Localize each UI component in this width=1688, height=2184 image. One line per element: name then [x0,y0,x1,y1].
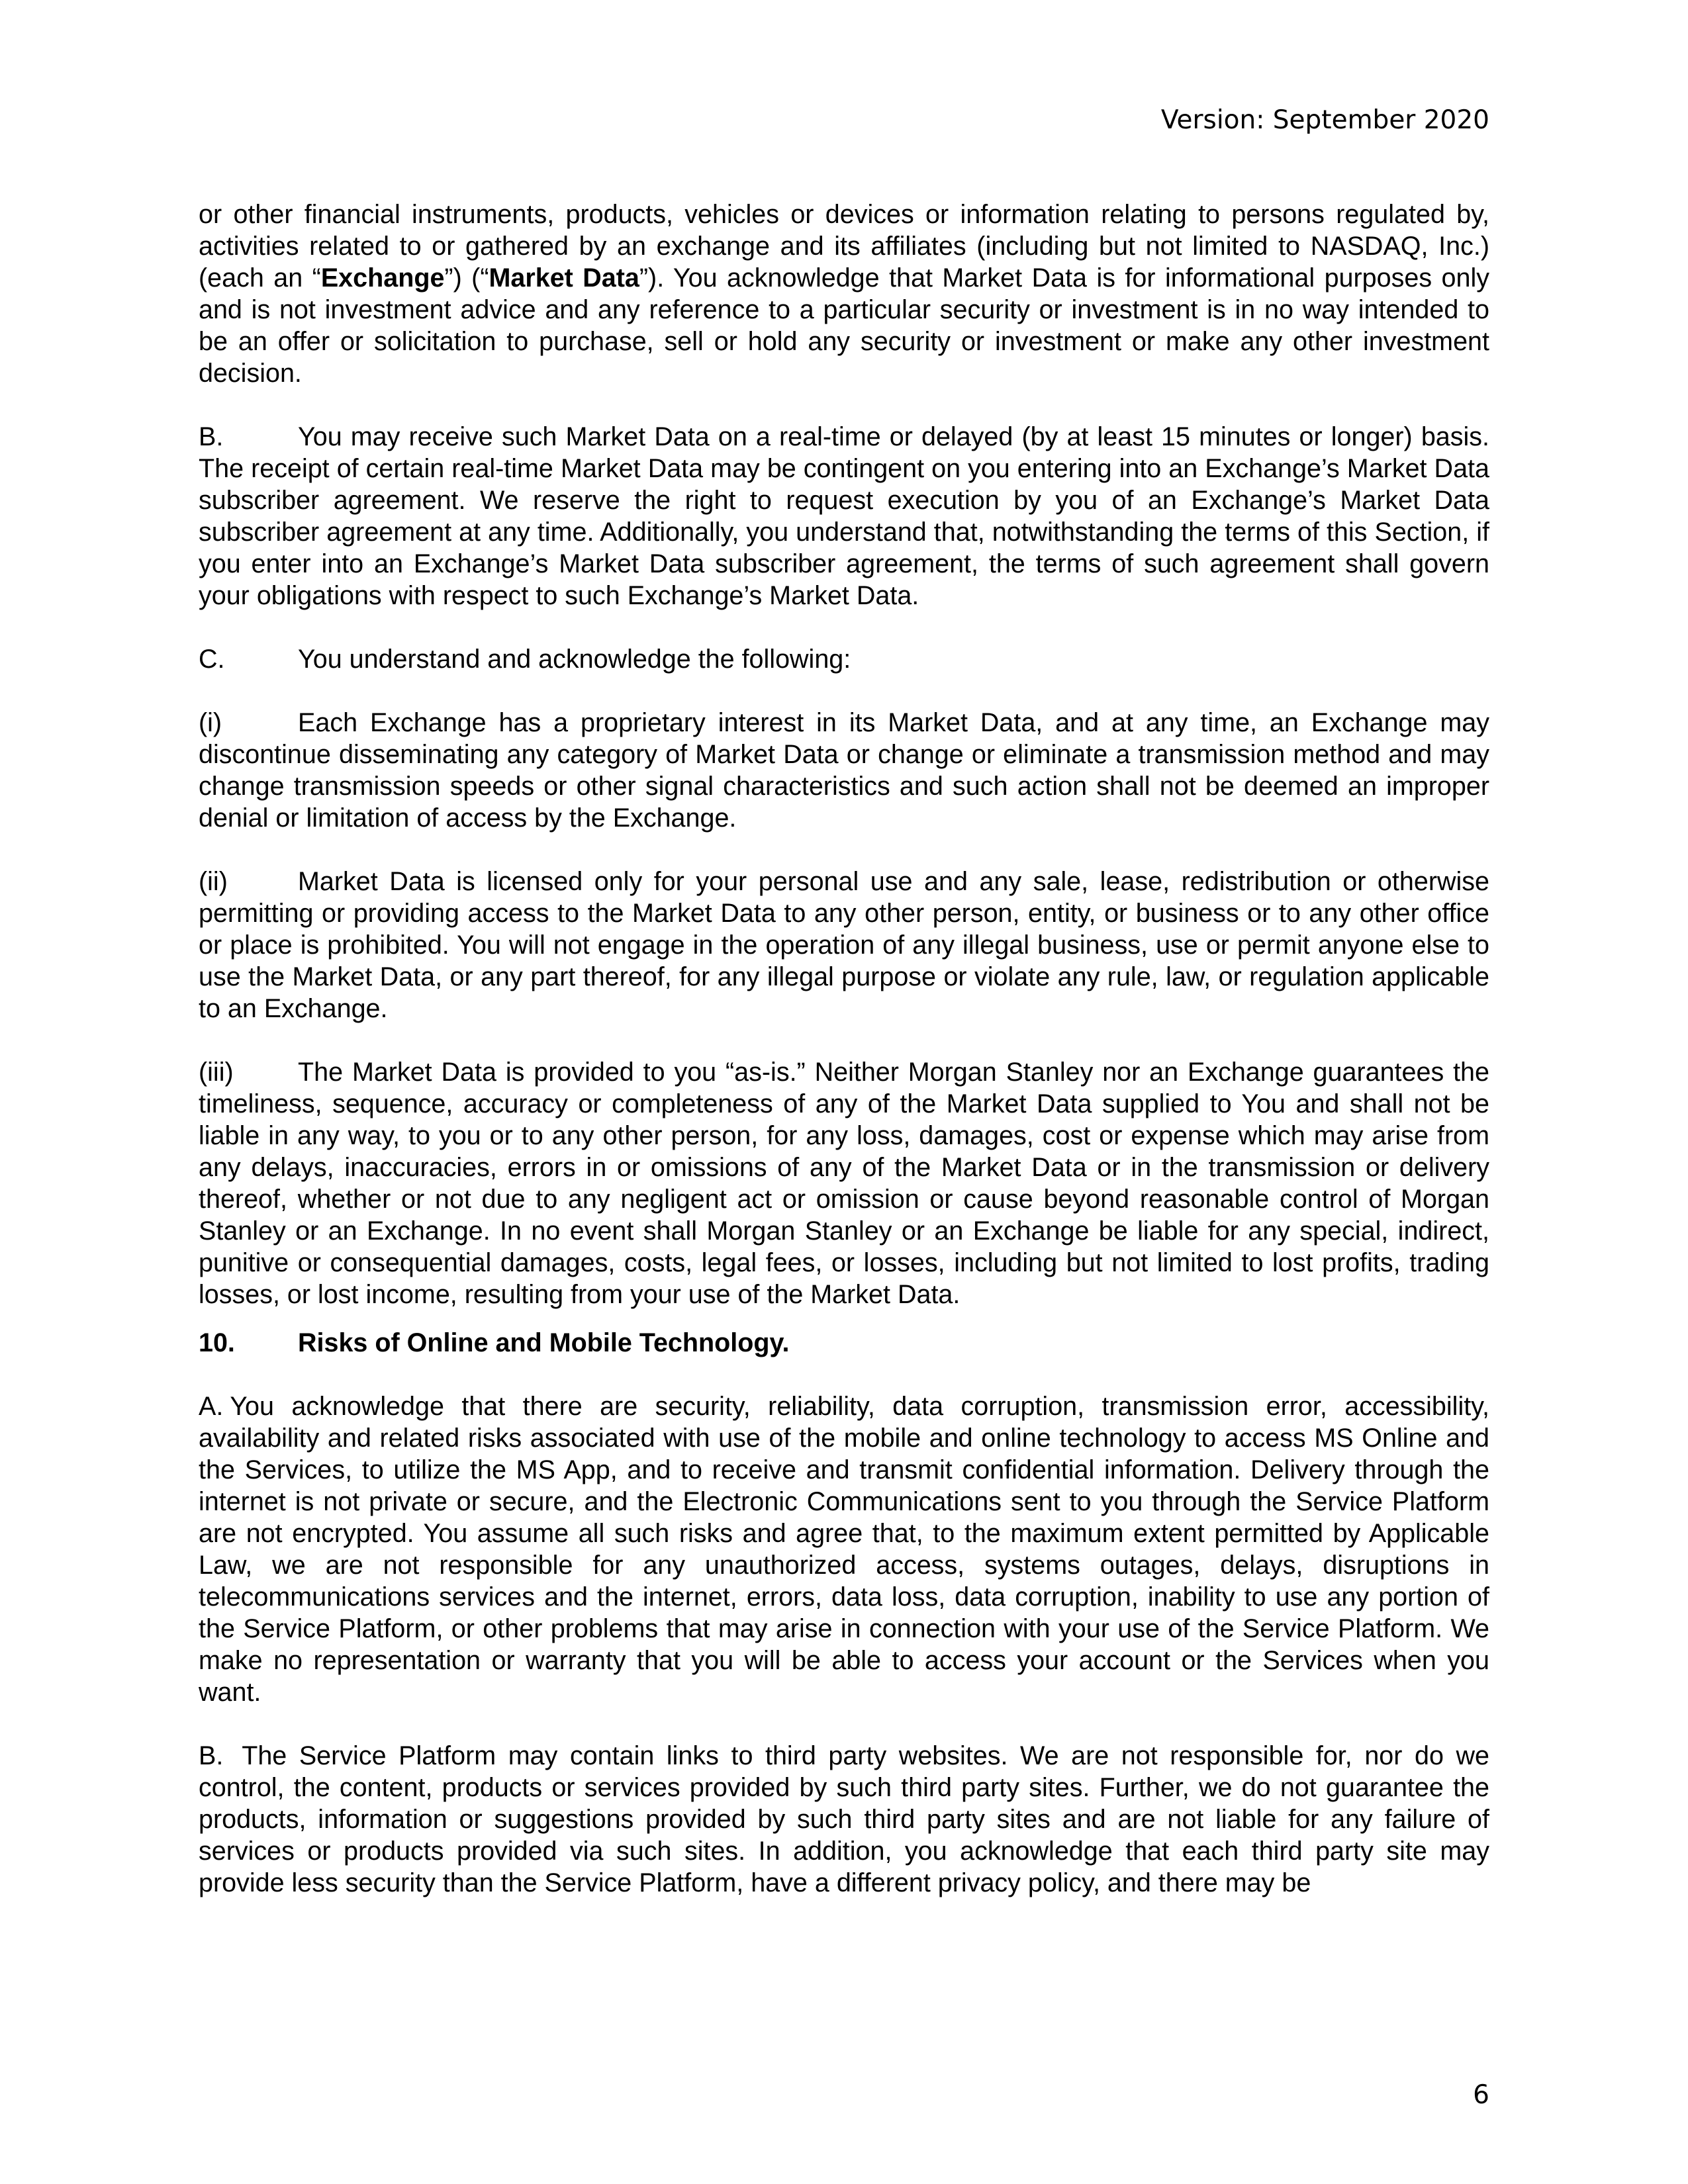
paragraph-label: (i) [199,708,222,737]
paragraph-text: The Service Platform may contain links to third party websites. We are not responsible for, nor do we control, the content, products or services provided by such third party sites. Further, we do not guarantee the products, information or suggestions provided by such third party sites and are not liable for any failure of services or products provided via such sites. In addition, you acknowledge that each third party site may provide less security than the Service Platform, have a different privacy policy, and there may be [199,1741,1489,1897]
paragraph-market-data-definition [199,199,1489,389]
paragraph-text: or other financial instruments, products, vehicles or devices or information relating to persons regulated by, activities related to or gathered by an exchange and its affiliates (including but not limited to NASDAQ, Inc.) (each an “ [199,200,1489,293]
paragraph-i [199,707,1489,834]
defined-term-market-data: Market Data [489,263,639,293]
section-heading-10 [199,1327,1489,1359]
document-body [199,199,1489,1899]
paragraph-label: (ii) [199,867,228,896]
paragraph-text: ”) (“ [444,263,489,293]
paragraph-text: Market Data is licensed only for your personal use and any sale, lease, redistribution or otherwise permitting or providing access to the Market Data to any other person, entity, or business or to any other office or place is prohibited. You will not engage in the operation of any illegal business, use or permit anyone else to use the Market Data, or any part thereof, for any illegal purpose or violate any rule, law, or regulation applicable to an Exchange. [199,867,1489,1023]
defined-term-exchange: Exchange [320,263,445,293]
paragraph-label: A. [199,1392,224,1421]
paragraph-label: C. [199,645,225,674]
paragraph-10-a [199,1390,1489,1708]
paragraph-text: ”). You acknowledge that Market Data is for informational purposes only and is not investment advice and any reference to a particular security or investment is in no way intended to be an offer or solicitation to purchase, sell or hold any security or investment or make any other investment decision. [199,263,1489,388]
paragraph-label: B. [199,1741,224,1770]
paragraph-c [199,643,1489,675]
paragraph-text: The Market Data is provided to you “as-is.” Neither Morgan Stanley nor an Exchange guarantees the timeliness, sequence, accuracy or completeness of any of the Market Data supplied to You and shall not be liable in any way, to you or to any other person, for any loss, damages, cost or expense which may arise from any delays, inaccuracies, errors in or omissions of any of the Market Data or in the transmission or delivery thereof, whether or not due to any negligent act or omission or cause beyond reasonable control of Morgan Stanley or an Exchange. In no event shall Morgan Stanley or an Exchange be liable for any special, indirect, punitive or consequential damages, costs, legal fees, or losses, including but not limited to lost profits, trading losses, or lost income, resulting from your use of the Market Data. [199,1058,1489,1309]
paragraph-iii [199,1056,1489,1310]
paragraph-text: Each Exchange has a proprietary interest in its Market Data, and at any time, an Exchange may discontinue disseminating any category of Market Data or change or eliminate a transmission method and may change transmission speeds or other signal characteristics and such action shall not be deemed an improper denial or limitation of access by the Exchange. [199,708,1489,833]
paragraph-b [199,421,1489,612]
paragraph-text: You acknowledge that there are security, reliability, data corruption, transmission error, accessibility, availability and related risks associated with use of the mobile and online technology to access MS Online and the Services, to utilize the MS App, and to receive and transmit confidential information. Delivery through the internet is not private or secure, and the Electronic Communications sent to you through the Service Platform are not encrypted. You assume all such risks and agree that, to the maximum extent permitted by Applicable Law, we are not responsible for any unauthorized access, systems outages, delays, disruptions in telecommunications services and the internet, errors, data loss, data corruption, inability to use any portion of the Service Platform, or other problems that may arise in connection with your use of the Service Platform. We make no representation or warranty that you will be able to access your account or the Services when you want. [199,1392,1489,1707]
paragraph-label: (iii) [199,1058,234,1087]
page-number: 6 [1473,2080,1489,2110]
paragraph-10-b [199,1740,1489,1899]
paragraph-text: You may receive such Market Data on a real-time or delayed (by at least 15 minutes or longer) basis. The receipt of certain real-time Market Data may be contingent on you entering into an Exchange’s Market Data subscriber agreement. We reserve the right to request execution by you of an Exchange’s Market Data subscriber agreement at any time. Additionally, you understand that, notwithstanding the terms of this Section, if you enter into an Exchange’s Market Data subscriber agreement, the terms of such agreement shall govern your obligations with respect to such Exchange’s Market Data. [199,422,1489,610]
paragraph-label: B. [199,422,224,451]
paragraph-text: You understand and acknowledge the following: [298,645,851,674]
section-title: Risks of Online and Mobile Technology. [298,1328,790,1357]
paragraph-ii [199,866,1489,1024]
version-label: Version: September 2020 [1160,105,1489,135]
section-number: 10. [199,1328,235,1357]
